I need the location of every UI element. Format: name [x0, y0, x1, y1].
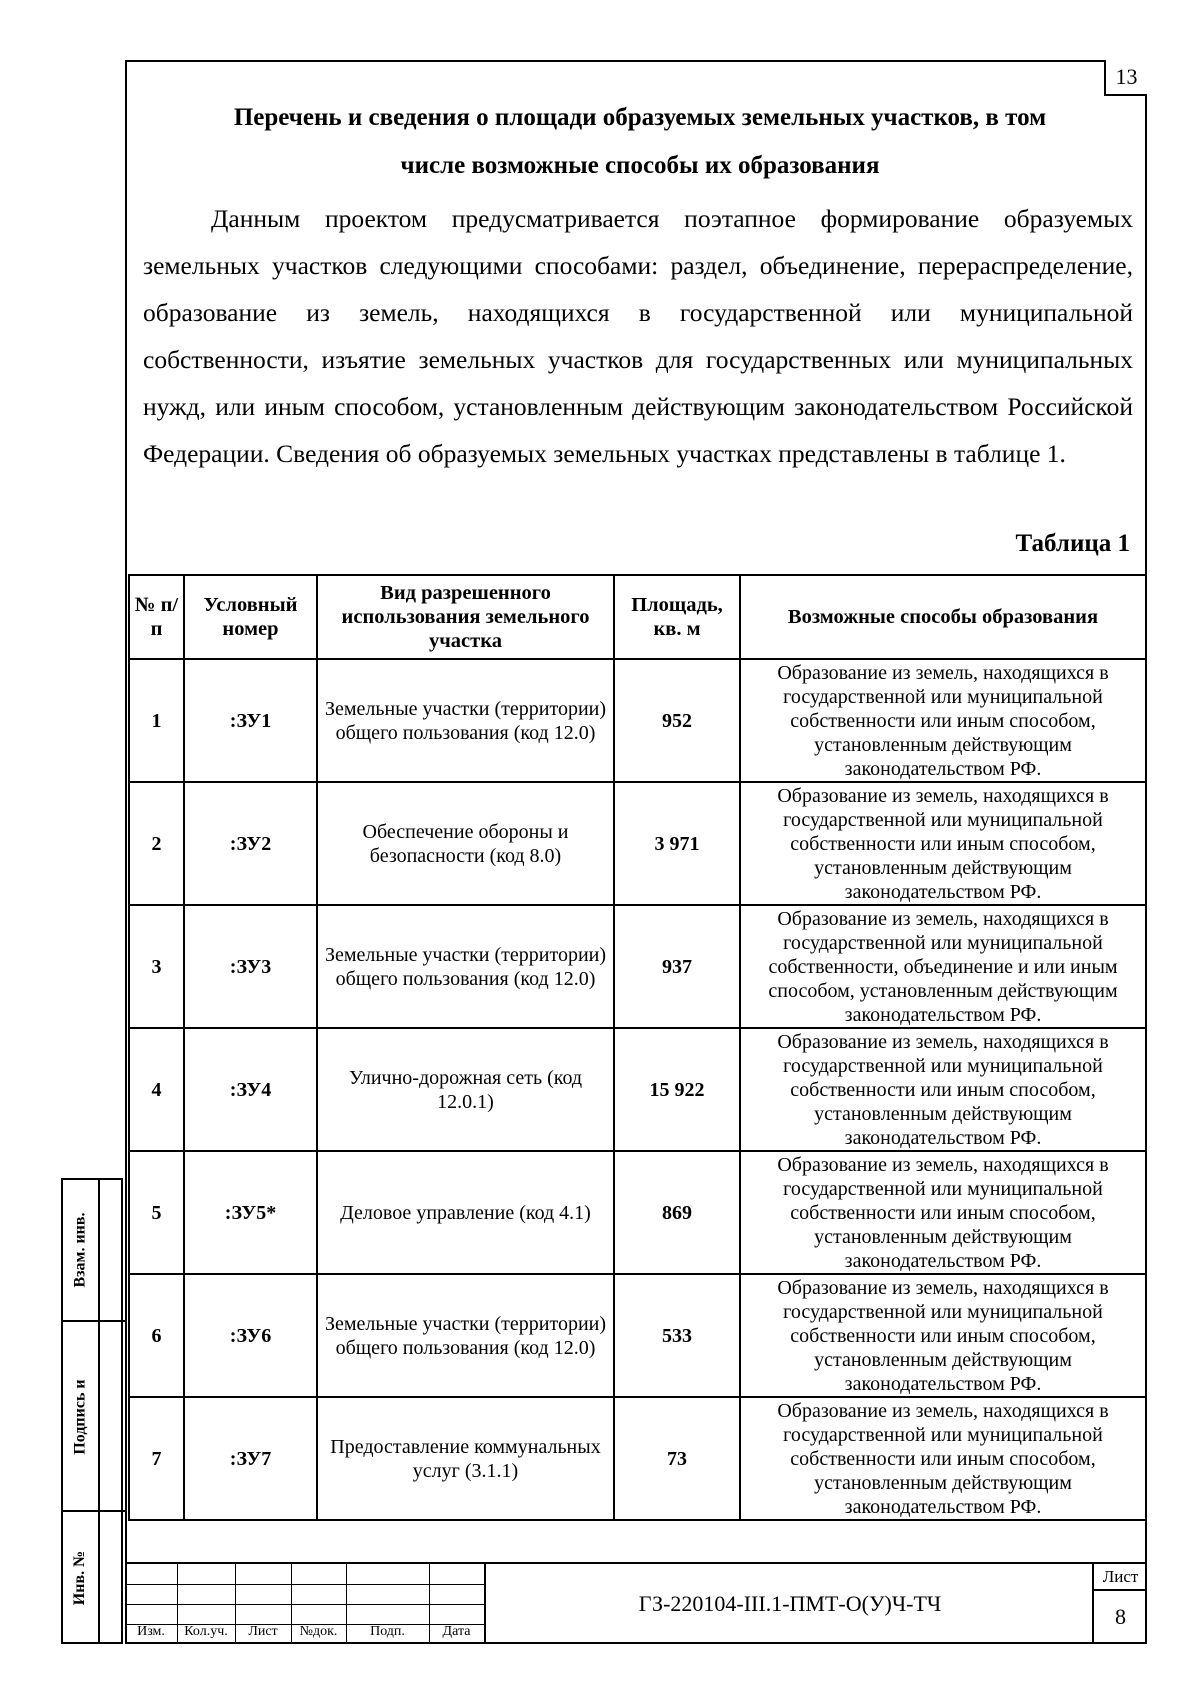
cell-row-number: 5 — [129, 1151, 184, 1274]
cell-area: 73 — [614, 1397, 740, 1520]
tb-label-data: Дата — [442, 1624, 471, 1639]
cell-formation-method: Образование из земель, находящихся в государственной или муниципальной собственности или иным способом, установленным действующим законодательством РФ. — [740, 782, 1146, 905]
table-row — [129, 1397, 1146, 1520]
cell-permitted-use: Обеспечение обороны и безопасности (код 8.0) — [317, 782, 614, 905]
stamp-cell-vzam — [63, 1180, 125, 1320]
tb-label-ndok: №док. — [299, 1624, 338, 1639]
cell-area: 3 971 — [614, 782, 740, 905]
stamp-cell-podpis — [63, 1320, 125, 1510]
header-conditional-number: Условный номер — [184, 575, 317, 659]
tb-label-kol: Кол.уч. — [184, 1624, 228, 1639]
intro-paragraph: Данным проектом предусматривается поэтапное формирование образуемых земельных участков следующими способами: раздел, объединение, перераспределение, образование из земель, находящихся в государственной или муниципальной собственности, изъятие земельных участков для государственных или муниципальных нужд, или иным способом, установленным действующим законодательством Российской Федерации. Сведения об образуемых земельных участках представлены в таблице 1. — [143, 204, 1133, 468]
cell-formation-method: Образование из земель, находящихся в государственной или муниципальной собственности или иным способом, установленным действующим законодательством РФ. — [740, 659, 1146, 782]
cell-area: 952 — [614, 659, 740, 782]
table-row — [129, 1151, 1146, 1274]
cell-conditional-number: :ЗУ6 — [184, 1274, 317, 1397]
page-number: 13 — [1104, 60, 1147, 96]
heading-line-2: числе возможные способы их образования — [400, 152, 880, 179]
sheet-label: Лист — [1094, 1564, 1147, 1591]
heading-line-1: Перечень и сведения о площади образуемых земельных участков, в том — [233, 104, 1047, 131]
cell-row-number: 2 — [129, 782, 184, 905]
cell-conditional-number: :ЗУ2 — [184, 782, 317, 905]
cell-area: 533 — [614, 1274, 740, 1397]
table-header-row — [129, 575, 1146, 659]
cell-conditional-number: :ЗУ3 — [184, 905, 317, 1028]
cell-permitted-use: Земельные участки (территории) общего пользования (код 12.0) — [317, 659, 614, 782]
table-row — [129, 659, 1146, 782]
cell-formation-method: Образование из земель, находящихся в государственной или муниципальной собственности или иным способом, установленным действующим законодательством РФ. — [740, 1274, 1146, 1397]
stamp-divider — [98, 1180, 100, 1642]
table-row — [129, 782, 1146, 905]
tb-label-izm: Изм. — [137, 1624, 165, 1639]
cell-row-number: 7 — [129, 1397, 184, 1520]
header-area: Площадь, кв. м — [614, 575, 740, 659]
cell-formation-method: Образование из земель, находящихся в государственной или муниципальной собственности или иным способом, установленным действующим законодательством РФ. — [740, 1028, 1146, 1151]
header-permitted-use: Вид разрешенного использования земельного участка — [317, 575, 614, 659]
stamp-cell-inv — [63, 1510, 125, 1642]
tb-label-list: Лист — [248, 1624, 278, 1639]
stamp-vzam-label: Взам. инв. — [71, 1212, 89, 1288]
title-block-sheet — [1092, 1564, 1147, 1644]
cell-permitted-use: Деловое управление (код 4.1) — [317, 1151, 614, 1274]
cell-formation-method: Образование из земель, находящихся в государственной или муниципальной собственности или иным способом, установленным действующим законодательством РФ. — [740, 1151, 1146, 1274]
title-block-grid — [125, 1564, 484, 1644]
table-row — [129, 905, 1146, 1028]
cell-permitted-use: Предоставление коммунальных услуг (3.1.1) — [317, 1397, 614, 1520]
stamp-inv-label: Инв. № — [71, 1550, 89, 1606]
cell-conditional-number: :ЗУ7 — [184, 1397, 317, 1520]
cell-row-number: 6 — [129, 1274, 184, 1397]
cell-row-number: 4 — [129, 1028, 184, 1151]
cell-permitted-use: Земельные участки (территории) общего пользования (код 12.0) — [317, 1274, 614, 1397]
cell-conditional-number: :ЗУ1 — [184, 659, 317, 782]
stamp-podpis-label: Подпись и — [71, 1379, 89, 1455]
header-formation-methods: Возможные способы образования — [740, 575, 1146, 659]
cell-formation-method: Образование из земель, находящихся в государственной или муниципальной собственности или иным способом, установленным действующим законодательством РФ. — [740, 1397, 1146, 1520]
table-row — [129, 1274, 1146, 1397]
cell-area: 869 — [614, 1151, 740, 1274]
header-number: № п/п — [129, 575, 184, 659]
table-title: Таблица 1 — [1015, 530, 1130, 557]
cell-permitted-use: Земельные участки (территории) общего пользования (код 12.0) — [317, 905, 614, 1028]
margin-stamp — [61, 1178, 123, 1644]
land-plots-table — [128, 574, 1147, 1521]
title-block — [125, 1562, 1147, 1644]
tb-label-podp: Подп. — [370, 1624, 405, 1639]
cell-area: 15 922 — [614, 1028, 740, 1151]
cell-row-number: 3 — [129, 905, 184, 1028]
cell-conditional-number: :ЗУ4 — [184, 1028, 317, 1151]
cell-area: 937 — [614, 905, 740, 1028]
document-code: ГЗ-220104-III.1-ПМТ-О(У)Ч-ТЧ — [484, 1564, 1094, 1644]
table-row — [129, 1028, 1146, 1151]
sheet-value: 8 — [1115, 1604, 1126, 1629]
cell-row-number: 1 — [129, 659, 184, 782]
cell-conditional-number: :ЗУ5* — [184, 1151, 317, 1274]
cell-permitted-use: Улично-дорожная сеть (код 12.0.1) — [317, 1028, 614, 1151]
cell-formation-method: Образование из земель, находящихся в государственной или муниципальной собственности, объединение и или иным способом, установленным действующим законодательством РФ. — [740, 905, 1146, 1028]
